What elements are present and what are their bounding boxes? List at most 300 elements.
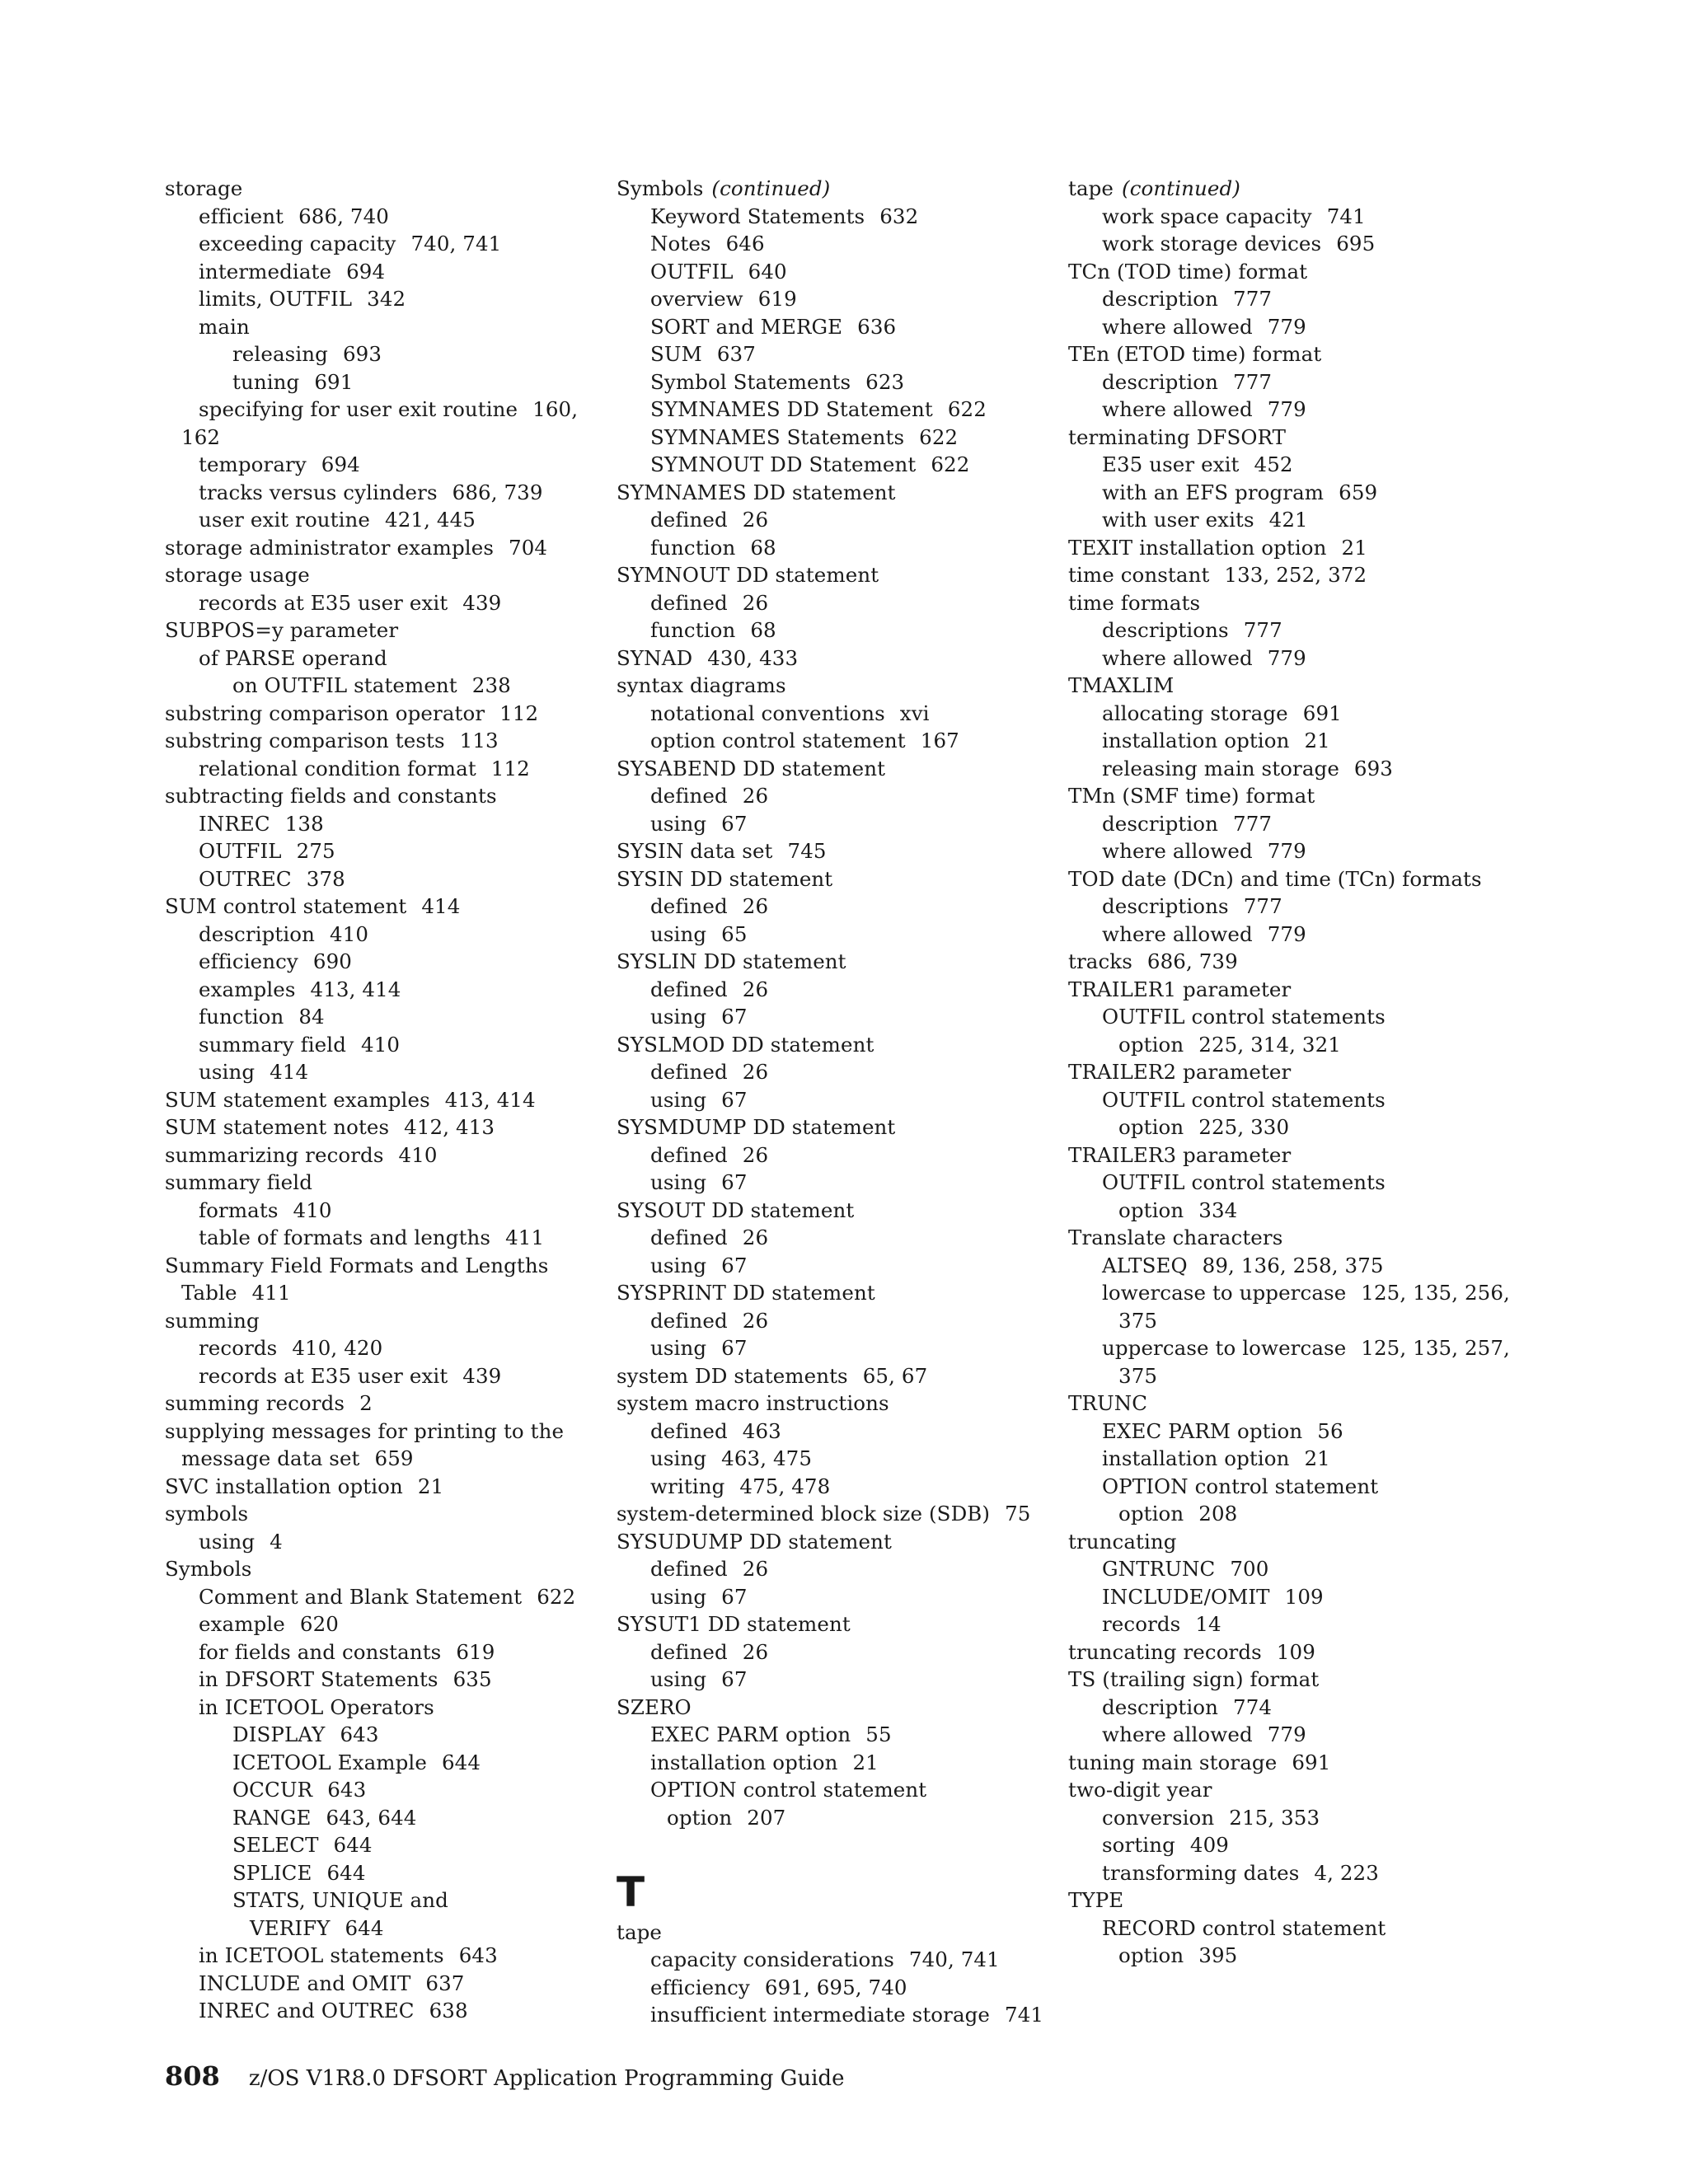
index-entry bbox=[617, 1946, 1045, 1974]
page-references: 411 bbox=[505, 1226, 545, 1249]
index-entry bbox=[617, 1113, 1045, 1141]
page-references: 125, 135, 257, bbox=[1361, 1336, 1510, 1360]
index-entry bbox=[617, 1086, 1045, 1114]
index-entry bbox=[1068, 368, 1530, 396]
index-entry bbox=[617, 451, 1045, 479]
page-references: 14 bbox=[1195, 1612, 1221, 1636]
index-term: writing bbox=[650, 1474, 725, 1498]
index-entry bbox=[165, 672, 593, 700]
index-entry bbox=[165, 1197, 593, 1225]
index-entry bbox=[1068, 1555, 1530, 1583]
index-entry bbox=[617, 1919, 1045, 1947]
index-entry bbox=[165, 755, 593, 783]
index-term: substring comparison operator bbox=[165, 701, 485, 725]
index-term: efficiency bbox=[199, 949, 298, 973]
page-references: 410 bbox=[293, 1197, 332, 1222]
index-entry bbox=[1068, 534, 1530, 562]
index-term: Symbol Statements bbox=[650, 369, 851, 394]
index-term: defined bbox=[650, 784, 728, 808]
index-entry bbox=[617, 340, 1045, 368]
page-references: 694 bbox=[321, 452, 360, 476]
index-entry bbox=[165, 1942, 593, 1970]
page-references: 693 bbox=[1353, 756, 1393, 780]
index-entry bbox=[165, 313, 593, 341]
page-references: 215, 353 bbox=[1229, 1805, 1320, 1830]
page-references: 275 bbox=[296, 839, 335, 863]
page-references: 65, 67 bbox=[862, 1363, 928, 1388]
index-term: in DFSORT Statements bbox=[199, 1667, 438, 1691]
index-term: TMAXLIM bbox=[1068, 673, 1175, 697]
index-term: INREC bbox=[199, 811, 270, 836]
page-references: 84 bbox=[298, 1005, 325, 1029]
page-references: 659 bbox=[374, 1446, 414, 1470]
index-entry bbox=[1068, 1776, 1530, 1804]
index-entry bbox=[617, 2001, 1045, 2029]
page-references: 643 bbox=[340, 1722, 379, 1746]
index-term: supplying messages for printing to the bbox=[165, 1418, 565, 1443]
index-entry bbox=[1068, 1915, 1530, 1943]
page-footer bbox=[165, 2060, 844, 2092]
index-entry bbox=[617, 368, 1045, 396]
index-entry bbox=[617, 1031, 1045, 1059]
index-term: SYSOUT DD statement bbox=[617, 1197, 855, 1222]
page-references: 644 bbox=[345, 1915, 384, 1940]
index-term: option bbox=[1118, 1197, 1184, 1222]
page-references: 26 bbox=[742, 894, 769, 918]
index-term: using bbox=[650, 1005, 707, 1029]
index-term: STATS, UNIQUE and bbox=[232, 1888, 448, 1912]
index-term: option bbox=[1118, 1943, 1184, 1967]
index-term: VERIFY bbox=[250, 1915, 331, 1940]
index-entry bbox=[165, 1859, 593, 1887]
index-entry bbox=[617, 1279, 1045, 1307]
index-term: limits, OUTFIL bbox=[199, 287, 353, 311]
index-entry bbox=[617, 865, 1045, 893]
index-entry bbox=[165, 921, 593, 949]
page-references: 208 bbox=[1198, 1502, 1238, 1526]
index-term: SYMNAMES DD statement bbox=[617, 480, 896, 504]
page-references: 644 bbox=[441, 1750, 481, 1774]
page-references: 207 bbox=[747, 1805, 786, 1830]
page-references: 26 bbox=[742, 1557, 769, 1581]
index-entry bbox=[617, 1169, 1045, 1197]
index-term: defined bbox=[650, 1557, 728, 1581]
index-entry bbox=[1068, 589, 1530, 617]
page-references: 745 bbox=[787, 839, 827, 863]
index-column-2 bbox=[617, 175, 1045, 2029]
page-references: 238 bbox=[471, 673, 511, 697]
index-term: tracks versus cylinders bbox=[199, 480, 438, 504]
page-references: 2 bbox=[359, 1391, 373, 1415]
page-references: 410, 420 bbox=[292, 1336, 383, 1360]
index-entry bbox=[1068, 175, 1530, 203]
index-entry bbox=[617, 589, 1045, 617]
index-term: option bbox=[1118, 1502, 1184, 1526]
index-entry bbox=[617, 1252, 1045, 1280]
page-references: 622 bbox=[919, 424, 959, 449]
index-entry bbox=[165, 1749, 593, 1777]
index-term: option control statement bbox=[650, 729, 906, 752]
index-entry bbox=[1068, 700, 1530, 728]
index-entry bbox=[165, 893, 593, 921]
index-term: formats bbox=[199, 1197, 279, 1222]
index-term: work space capacity bbox=[1102, 204, 1312, 228]
index-entry bbox=[617, 1555, 1045, 1583]
index-entry bbox=[617, 1197, 1045, 1225]
page-references: 162 bbox=[181, 424, 221, 449]
section-letter-heading: T bbox=[617, 1868, 645, 1916]
index-term: SYSABEND DD statement bbox=[617, 756, 886, 780]
index-term: summary field bbox=[165, 1170, 312, 1194]
page-references: 68 bbox=[750, 618, 776, 642]
page-references: 21 bbox=[1304, 1446, 1330, 1470]
index-term: description bbox=[1102, 1694, 1219, 1719]
index-term: tape bbox=[1068, 176, 1114, 200]
page-references: 410 bbox=[330, 921, 369, 946]
index-term: SYSLMOD DD statement bbox=[617, 1032, 874, 1057]
index-entry bbox=[1068, 1473, 1530, 1501]
index-term: TYPE bbox=[1068, 1888, 1124, 1912]
index-term: where allowed bbox=[1102, 839, 1253, 863]
page-references: 741 bbox=[1005, 2003, 1044, 2027]
page-references: 56 bbox=[1317, 1418, 1343, 1443]
page-references: 167 bbox=[920, 729, 959, 752]
page-references: 26 bbox=[742, 508, 769, 532]
index-entry bbox=[165, 1804, 593, 1832]
index-term: examples bbox=[199, 977, 296, 1001]
index-entry bbox=[1068, 1113, 1530, 1141]
index-entry bbox=[165, 451, 593, 479]
page-references: 410 bbox=[398, 1142, 438, 1167]
index-entry bbox=[165, 948, 593, 976]
index-entry bbox=[165, 534, 593, 562]
page-references: 67 bbox=[721, 1005, 748, 1029]
page-references: 695 bbox=[1336, 232, 1376, 255]
index-term: OPTION control statement bbox=[1102, 1474, 1379, 1498]
index-term: installation option bbox=[1102, 729, 1290, 752]
index-term: system macro instructions bbox=[617, 1391, 889, 1415]
index-entry bbox=[165, 782, 593, 810]
index-entry bbox=[617, 203, 1045, 231]
index-term: Symbols bbox=[617, 176, 704, 200]
page-references: 463 bbox=[742, 1418, 781, 1443]
page-references: 414 bbox=[421, 894, 461, 918]
page-references: 26 bbox=[742, 784, 769, 808]
page-references: 112 bbox=[499, 701, 539, 725]
index-term: summing bbox=[165, 1308, 260, 1333]
index-term: tuning bbox=[232, 369, 300, 394]
page-references: 375 bbox=[1118, 1308, 1158, 1333]
page-references: 160, bbox=[532, 397, 579, 421]
index-term: defined bbox=[650, 590, 728, 615]
index-entry bbox=[617, 727, 1045, 755]
index-term: SVC installation option bbox=[165, 1474, 403, 1498]
index-entry bbox=[617, 1583, 1045, 1611]
index-term: using bbox=[650, 1446, 707, 1470]
index-term: truncating records bbox=[1068, 1639, 1262, 1664]
index-entry bbox=[617, 1694, 1045, 1722]
index-entry bbox=[617, 1500, 1045, 1528]
index-entry bbox=[1068, 258, 1530, 286]
index-entry bbox=[1068, 810, 1530, 838]
index-term: where allowed bbox=[1102, 921, 1253, 946]
index-entry bbox=[617, 700, 1045, 728]
index-term: system-determined block size (SDB) bbox=[617, 1502, 991, 1526]
index-term: OUTFIL control statements bbox=[1102, 1087, 1386, 1112]
index-term: function bbox=[199, 1005, 284, 1029]
index-entry bbox=[617, 1445, 1045, 1473]
index-term: specifying for user exit routine bbox=[199, 397, 518, 421]
index-entry bbox=[617, 313, 1045, 341]
index-term: descriptions bbox=[1102, 894, 1229, 918]
index-entry bbox=[165, 424, 593, 452]
page-references: 694 bbox=[346, 259, 386, 284]
index-entry bbox=[1068, 727, 1530, 755]
page-references: 26 bbox=[742, 1639, 769, 1664]
index-term: releasing main storage bbox=[1102, 756, 1339, 780]
page-references: 774 bbox=[1233, 1694, 1273, 1719]
index-term: records bbox=[199, 1336, 278, 1360]
index-entry bbox=[165, 1252, 593, 1280]
index-entry bbox=[1068, 1197, 1530, 1225]
index-entry bbox=[1068, 1638, 1530, 1666]
index-entry bbox=[165, 396, 593, 424]
index-term: with user exits bbox=[1102, 508, 1254, 532]
index-term: records at E35 user exit bbox=[199, 1363, 448, 1388]
index-term: work storage devices bbox=[1102, 232, 1322, 255]
index-term: descriptions bbox=[1102, 618, 1229, 642]
page-references: 691, 695, 740 bbox=[764, 1975, 907, 1999]
index-term: description bbox=[1102, 811, 1219, 836]
index-entry bbox=[617, 1141, 1045, 1169]
index-term: option bbox=[1118, 1115, 1184, 1139]
index-entry bbox=[617, 230, 1045, 258]
index-entry bbox=[617, 258, 1045, 286]
index-term: Comment and Blank Statement bbox=[199, 1584, 523, 1609]
index-term: SYSMDUMP DD statement bbox=[617, 1115, 896, 1139]
index-term: notational conventions bbox=[650, 701, 885, 725]
index-entry bbox=[1068, 1252, 1530, 1280]
index-entry bbox=[617, 616, 1045, 644]
index-entry bbox=[1068, 1003, 1530, 1031]
index-entry bbox=[1068, 1307, 1530, 1335]
index-term: OCCUR bbox=[232, 1778, 313, 1802]
page-references: 113 bbox=[459, 729, 499, 752]
index-term: using bbox=[650, 1253, 707, 1277]
index-entry bbox=[1068, 1666, 1530, 1694]
index-term: allocating storage bbox=[1102, 701, 1288, 725]
index-entry bbox=[1068, 1224, 1530, 1252]
page-references: 21 bbox=[1304, 729, 1330, 752]
page-references: 779 bbox=[1267, 921, 1306, 946]
page-references: 409 bbox=[1189, 1833, 1229, 1857]
index-term: OUTFIL bbox=[650, 259, 734, 284]
index-entry bbox=[617, 1307, 1045, 1335]
index-term: OUTFIL control statements bbox=[1102, 1170, 1386, 1194]
page-references: 125, 135, 256, bbox=[1361, 1281, 1510, 1305]
index-term: conversion bbox=[1102, 1805, 1215, 1830]
index-column-1 bbox=[165, 175, 593, 2025]
page-references: 21 bbox=[417, 1474, 444, 1498]
page-references: 413, 414 bbox=[444, 1087, 536, 1112]
page-references: 704 bbox=[509, 535, 548, 560]
index-term: using bbox=[650, 811, 707, 836]
index-term: SYMNOUT DD statement bbox=[617, 563, 879, 587]
index-term: example bbox=[199, 1612, 285, 1636]
index-term: TRAILER2 parameter bbox=[1068, 1060, 1292, 1084]
index-entry bbox=[165, 479, 593, 507]
index-term: time constant bbox=[1068, 563, 1210, 587]
index-entry bbox=[165, 368, 593, 396]
index-entry bbox=[617, 948, 1045, 976]
index-entry bbox=[617, 561, 1045, 589]
page-references: 67 bbox=[721, 1336, 748, 1360]
index-entry bbox=[1068, 340, 1530, 368]
index-entry bbox=[1068, 1086, 1530, 1114]
index-entry bbox=[1068, 506, 1530, 534]
page-references: 643 bbox=[458, 1943, 498, 1967]
page-references: 659 bbox=[1339, 480, 1378, 504]
index-term: in ICETOOL statements bbox=[199, 1943, 444, 1967]
index-entry bbox=[165, 1473, 593, 1501]
index-entry bbox=[1068, 976, 1530, 1004]
page-references: 777 bbox=[1233, 811, 1273, 836]
index-entry bbox=[617, 1666, 1045, 1694]
index-entry bbox=[617, 1334, 1045, 1362]
index-term: SYSIN DD statement bbox=[617, 866, 833, 891]
page-references: 410 bbox=[361, 1032, 401, 1057]
page-references: 475, 478 bbox=[739, 1474, 831, 1498]
index-entry bbox=[617, 782, 1045, 810]
index-term: where allowed bbox=[1102, 397, 1253, 421]
index-entry bbox=[617, 644, 1045, 673]
index-column-3 bbox=[1068, 175, 1530, 1970]
index-entry bbox=[617, 1058, 1045, 1086]
page-references: 622 bbox=[931, 452, 970, 476]
page-references: 439 bbox=[462, 1363, 502, 1388]
index-entry bbox=[165, 1334, 593, 1362]
page-references: 620 bbox=[299, 1612, 339, 1636]
index-term: INREC and OUTREC bbox=[199, 1999, 415, 2022]
index-term: TS (trailing sign) format bbox=[1068, 1667, 1320, 1691]
index-term: records at E35 user exit bbox=[199, 590, 448, 615]
index-term: insufficient intermediate storage bbox=[650, 2003, 991, 2027]
index-term: symbols bbox=[165, 1502, 249, 1526]
index-entry bbox=[617, 1776, 1045, 1804]
index-entry bbox=[1068, 1058, 1530, 1086]
index-entry bbox=[617, 976, 1045, 1004]
index-entry bbox=[165, 340, 593, 368]
index-term: SUBPOS=y parameter bbox=[165, 618, 399, 642]
index-entry bbox=[165, 1831, 593, 1859]
index-term: option bbox=[667, 1805, 733, 1830]
index-term: SPLICE bbox=[232, 1860, 312, 1885]
page-references: 635 bbox=[452, 1667, 492, 1691]
index-term: relational condition format bbox=[199, 756, 476, 780]
index-term: overview bbox=[650, 287, 743, 311]
page-references: 619 bbox=[757, 287, 797, 311]
page-references: 21 bbox=[852, 1750, 879, 1774]
page-references: 463, 475 bbox=[721, 1446, 813, 1470]
index-term: DISPLAY bbox=[232, 1722, 326, 1746]
index-term: exceeding capacity bbox=[199, 232, 396, 255]
index-term: where allowed bbox=[1102, 314, 1253, 339]
index-term: tape bbox=[617, 1919, 663, 1944]
page-references: 777 bbox=[1233, 287, 1273, 311]
index-term: truncating bbox=[1068, 1529, 1177, 1554]
index-entry bbox=[1068, 1886, 1530, 1915]
index-term: storage administrator examples bbox=[165, 535, 495, 560]
index-term: substring comparison tests bbox=[165, 729, 445, 752]
index-entry bbox=[165, 1555, 593, 1583]
index-term: installation option bbox=[650, 1750, 838, 1774]
index-entry bbox=[1068, 1610, 1530, 1638]
index-entry bbox=[1068, 1334, 1530, 1362]
index-term: SYSUT1 DD statement bbox=[617, 1612, 851, 1636]
index-entry bbox=[165, 1279, 593, 1307]
page-references: 637 bbox=[716, 342, 756, 366]
index-entry bbox=[617, 810, 1045, 838]
index-term: defined bbox=[650, 1060, 728, 1084]
index-term: defined bbox=[650, 1308, 728, 1333]
index-term: Translate characters bbox=[1068, 1226, 1283, 1249]
index-term: SYMNOUT DD Statement bbox=[650, 452, 917, 476]
index-entry bbox=[165, 1058, 593, 1086]
page-references: 632 bbox=[879, 204, 919, 228]
index-term: description bbox=[1102, 369, 1219, 394]
page-references: 691 bbox=[314, 369, 354, 394]
page-references: 779 bbox=[1267, 397, 1306, 421]
page-references: 779 bbox=[1267, 839, 1306, 863]
index-entry bbox=[165, 230, 593, 258]
index-term: description bbox=[1102, 287, 1219, 311]
page-references: 779 bbox=[1267, 645, 1306, 670]
index-term: two-digit year bbox=[1068, 1778, 1212, 1802]
index-entry bbox=[617, 506, 1045, 534]
page-references: 421, 445 bbox=[385, 508, 476, 532]
index-term: user exit routine bbox=[199, 508, 371, 532]
index-entry bbox=[617, 534, 1045, 562]
page-references: 643 bbox=[327, 1778, 367, 1802]
index-entry bbox=[165, 810, 593, 838]
page-references: 112 bbox=[490, 756, 530, 780]
index-entry bbox=[1068, 1859, 1530, 1887]
page-references: 777 bbox=[1243, 894, 1282, 918]
index-entry bbox=[617, 175, 1045, 203]
index-term: function bbox=[650, 535, 736, 560]
continued-marker: (continued) bbox=[711, 176, 831, 200]
index-term: SORT and MERGE bbox=[650, 314, 843, 339]
index-term: summary field bbox=[199, 1032, 346, 1057]
page-references: 67 bbox=[721, 1087, 748, 1112]
index-entry bbox=[165, 1997, 593, 2025]
page-references: 430, 433 bbox=[707, 645, 799, 670]
page-references: 109 bbox=[1276, 1639, 1315, 1664]
index-term: OUTFIL control statements bbox=[1102, 1005, 1386, 1029]
index-term: description bbox=[199, 921, 316, 946]
index-entry bbox=[165, 1390, 593, 1418]
index-entry bbox=[1068, 1362, 1530, 1390]
index-term: with an EFS program bbox=[1102, 480, 1325, 504]
index-term: using bbox=[650, 1584, 707, 1609]
index-term: RECORD control statement bbox=[1102, 1915, 1386, 1940]
index-entry bbox=[165, 1776, 593, 1804]
page-references: 636 bbox=[857, 314, 897, 339]
index-term: EXEC PARM option bbox=[1102, 1418, 1303, 1443]
index-entry bbox=[617, 396, 1045, 424]
index-term: uppercase to lowercase bbox=[1102, 1336, 1347, 1360]
index-entry bbox=[1068, 479, 1530, 507]
